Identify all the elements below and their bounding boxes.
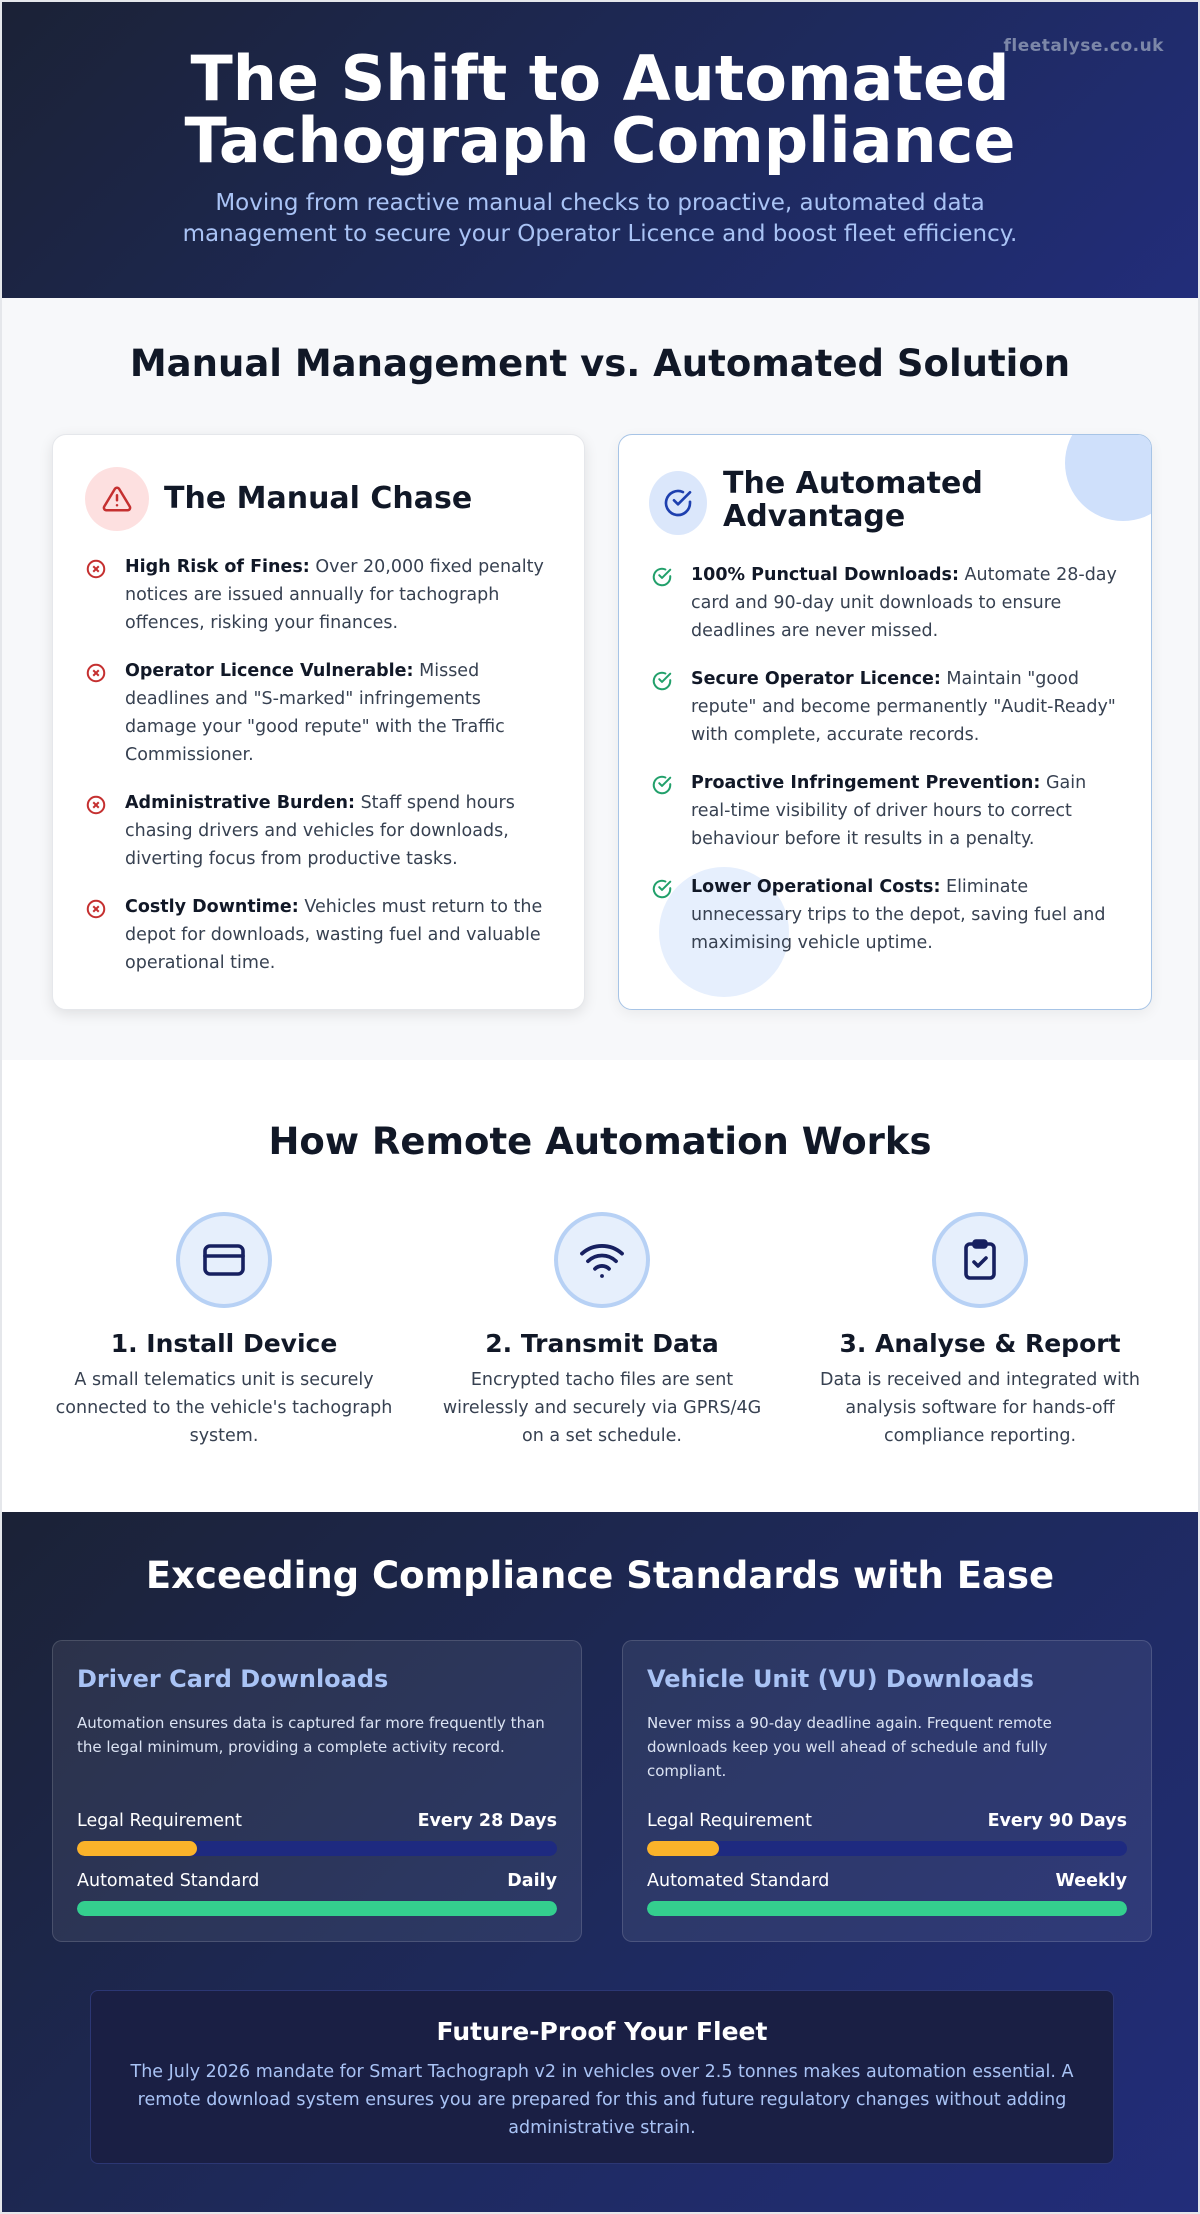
how-title: How Remote Automation Works (268, 1120, 932, 1163)
check-icon (651, 566, 673, 588)
standards-section (0, 1512, 1200, 2214)
legal-requirement-row (647, 1811, 1127, 1831)
hero-header (0, 0, 1200, 298)
step-text: A small telematics unit is securely connected to the vehicle's tachograph system. (55, 1370, 393, 1446)
legal-progress-fill (77, 1841, 197, 1856)
how-it-works-section (0, 1060, 1200, 1512)
manual-item-heading: Administrative Burden: (125, 793, 355, 813)
warning-triangle-icon (85, 467, 149, 531)
automated-item (651, 769, 1123, 853)
automated-progress-fill (77, 1901, 557, 1916)
automated-progress-bar (647, 1901, 1127, 1916)
row-value: Every 28 Days (417, 1811, 557, 1831)
automated-item-text: Maintain "good repute" and become permanently "Audit-Ready" with complete, accurate records. (691, 669, 1116, 745)
manual-item-heading: Operator Licence Vulnerable: (125, 661, 414, 681)
row-value: Weekly (1055, 1871, 1127, 1891)
wifi-icon (554, 1212, 650, 1308)
automated-progress-bar (77, 1901, 557, 1916)
panel-description: Never miss a 90-day deadline again. Frequent remote downloads keep you well ahead of schedule and fully compliant. (647, 1714, 1052, 1780)
x-circle-icon (85, 662, 107, 684)
manual-card-title: The Manual Chase (164, 481, 473, 516)
automated-advantage-card (618, 434, 1152, 1010)
step-title: 3. Analyse & Report (839, 1329, 1121, 1358)
automated-item (651, 561, 1123, 645)
automated-item-heading: 100% Punctual Downloads: (691, 565, 959, 585)
manual-item-heading: Costly Downtime: (125, 897, 299, 917)
check-icon (651, 878, 673, 900)
comparison-title: Manual Management vs. Automated Solution (129, 342, 1071, 385)
manual-chase-card (52, 434, 585, 1010)
step-text: Encrypted tacho files are sent wirelessly and securely via GPRS/4G on a set schedule. (442, 1370, 762, 1446)
vehicle-unit-panel (622, 1640, 1152, 1942)
manual-item-text: Vehicles must return to the depot for downloads, wasting fuel and valuable operational time. (125, 897, 543, 973)
panel-title: Vehicle Unit (VU) Downloads (647, 1665, 1034, 1693)
step-transmit (432, 1212, 772, 1450)
automated-item-text: Gain real-time visibility of driver hours to correct behaviour before it results in a penalty. (691, 773, 1087, 849)
x-circle-icon (85, 558, 107, 580)
check-circle-icon (649, 471, 707, 535)
manual-item-text: Staff spend hours chasing drivers and vehicles for downloads, diverting focus from productive tasks. (125, 793, 515, 869)
x-circle-icon (85, 898, 107, 920)
automated-item-text: Automate 28-day card and 90-day unit downloads to ensure deadlines are never missed. (691, 565, 1117, 641)
automated-standard-row (77, 1871, 557, 1891)
manual-item (85, 657, 556, 769)
manual-item-heading: High Risk of Fines: (125, 557, 310, 577)
row-label: Automated Standard (77, 1871, 260, 1891)
automated-item-text: Eliminate unnecessary trips to the depot, saving fuel and maximising vehicle uptime. (691, 877, 1106, 953)
brand-domain: fleetalyse.co.uk (1003, 36, 1164, 56)
page-title: The Shift to Automated Tachograph Compliance (184, 42, 1016, 177)
manual-item-text: Missed deadlines and "S-marked" infringements damage your "good repute" with the Traffic Commissioner. (125, 661, 505, 765)
standards-title: Exceeding Compliance Standards with Ease (145, 1554, 1055, 1597)
decorative-circle (1065, 434, 1152, 521)
automated-item (651, 665, 1123, 749)
step-title: 1. Install Device (110, 1329, 338, 1358)
automated-item-heading: Proactive Infringement Prevention: (691, 773, 1041, 793)
row-label: Automated Standard (647, 1871, 830, 1891)
row-label: Legal Requirement (77, 1811, 243, 1831)
panel-description: Automation ensures data is captured far more frequently than the legal minimum, providing a complete activity record. (77, 1714, 545, 1756)
future-proof-callout (90, 1990, 1114, 2164)
driver-card-panel (52, 1640, 582, 1942)
step-title: 2. Transmit Data (485, 1329, 719, 1358)
comparison-section (0, 298, 1200, 1060)
legal-progress-bar (77, 1841, 557, 1856)
callout-text: The July 2026 mandate for Smart Tachograph v2 in vehicles over 2.5 tonnes makes automation essential. A remote download system ensures you are prepared for this and future regulatory changes without adding administrative strain. (130, 2062, 1074, 2138)
step-analyse (810, 1212, 1150, 1450)
check-icon (651, 670, 673, 692)
automated-card-title: The Automated Advantage (723, 466, 983, 534)
callout-title: Future-Proof Your Fleet (436, 2017, 768, 2046)
manual-item-text: Over 20,000 fixed penalty notices are issued annually for tachograph offences, risking your finances. (125, 557, 544, 633)
automated-item-heading: Lower Operational Costs: (691, 877, 941, 897)
row-label: Legal Requirement (647, 1811, 813, 1831)
check-icon (651, 774, 673, 796)
step-install (54, 1212, 394, 1450)
legal-requirement-row (77, 1811, 557, 1831)
automated-progress-fill (647, 1901, 1127, 1916)
page-subtitle: Moving from reactive manual checks to proactive, automated data management to secure your Operator Licence and boost fleet efficiency. (182, 190, 1018, 247)
manual-item (85, 789, 556, 873)
legal-progress-fill (647, 1841, 719, 1856)
manual-item (85, 553, 556, 637)
automated-item (651, 873, 1123, 957)
step-text: Data is received and integrated with analysis software for hands-off compliance reporting. (819, 1370, 1141, 1446)
row-value: Daily (507, 1871, 557, 1891)
legal-progress-bar (647, 1841, 1127, 1856)
automated-standard-row (647, 1871, 1127, 1891)
x-circle-icon (85, 794, 107, 816)
row-value: Every 90 Days (987, 1811, 1127, 1831)
panel-title: Driver Card Downloads (77, 1665, 389, 1693)
clipboard-check-icon (932, 1212, 1028, 1308)
automated-item-heading: Secure Operator Licence: (691, 669, 941, 689)
manual-item (85, 893, 556, 977)
credit-card-icon (176, 1212, 272, 1308)
